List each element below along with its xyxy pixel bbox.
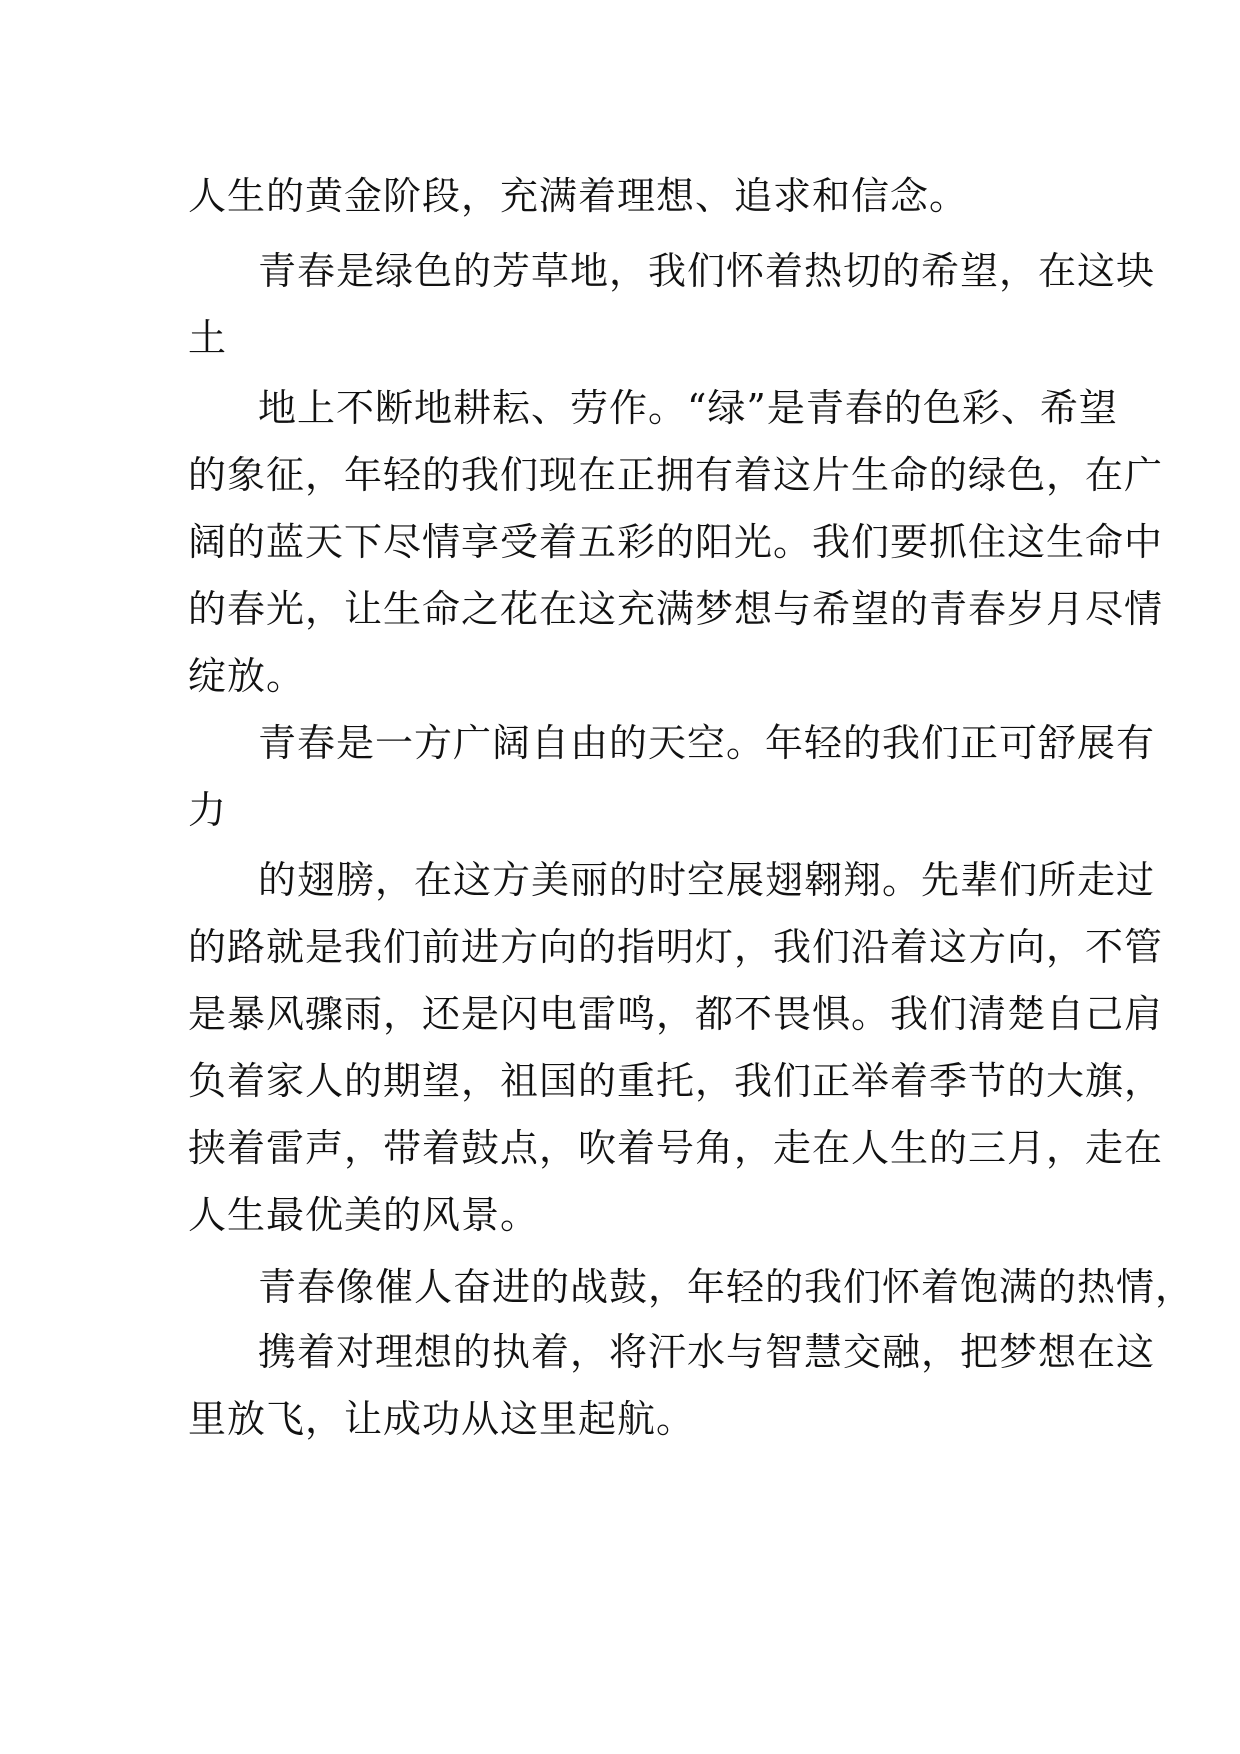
text-line: 的象征，年轻的我们现在正拥有着这片生命的绿色，在广	[188, 453, 1164, 497]
text-line: 人生最优美的风景。	[188, 1193, 540, 1237]
text-line: 阔的蓝天下尽情享受着五彩的阳光。我们要抓住这生命中	[188, 520, 1164, 564]
text-line: 的路就是我们前进方向的指明灯，我们沿着这方向，不管	[188, 925, 1164, 969]
text-line: 是暴风骤雨，还是闪电雷鸣，都不畏惧。我们清楚自己肩	[188, 992, 1164, 1036]
text-line: 挟着雷声，带着鼓点，吹着号角，走在人生的三月，走在	[188, 1126, 1164, 1170]
text-line: 里放飞，让成功从这里起航。	[188, 1397, 696, 1441]
paragraph-start-line: 青春是一方广阔自由的天空。年轻的我们正可舒展有	[258, 721, 1156, 765]
text-line: 土	[188, 316, 228, 360]
paragraph-start-line: 青春是绿色的芳草地，我们怀着热切的希望，在这块	[258, 249, 1156, 293]
text-line: 力	[188, 788, 228, 832]
paragraph-start-line: 地上不断地耕耘、劳作。“绿”是青春的色彩、希望	[258, 386, 1118, 430]
text-line: 绽放。	[188, 654, 306, 698]
text-line: 负着家人的期望，祖国的重托，我们正举着季节的大旗，	[188, 1059, 1164, 1103]
paragraph-start-line: 青春像催人奋进的战鼓，年轻的我们怀着饱满的热情，	[258, 1265, 1195, 1309]
text-line: 人生的黄金阶段，充满着理想、追求和信念。	[188, 174, 969, 218]
text-line: 的春光，让生命之花在这充满梦想与希望的青春岁月尽情	[188, 587, 1164, 631]
paragraph-start-line: 携着对理想的执着，将汗水与智慧交融，把梦想在这	[258, 1330, 1156, 1374]
paragraph-start-line: 的翅膀，在这方美丽的时空展翅翱翔。先辈们所走过	[258, 858, 1156, 902]
